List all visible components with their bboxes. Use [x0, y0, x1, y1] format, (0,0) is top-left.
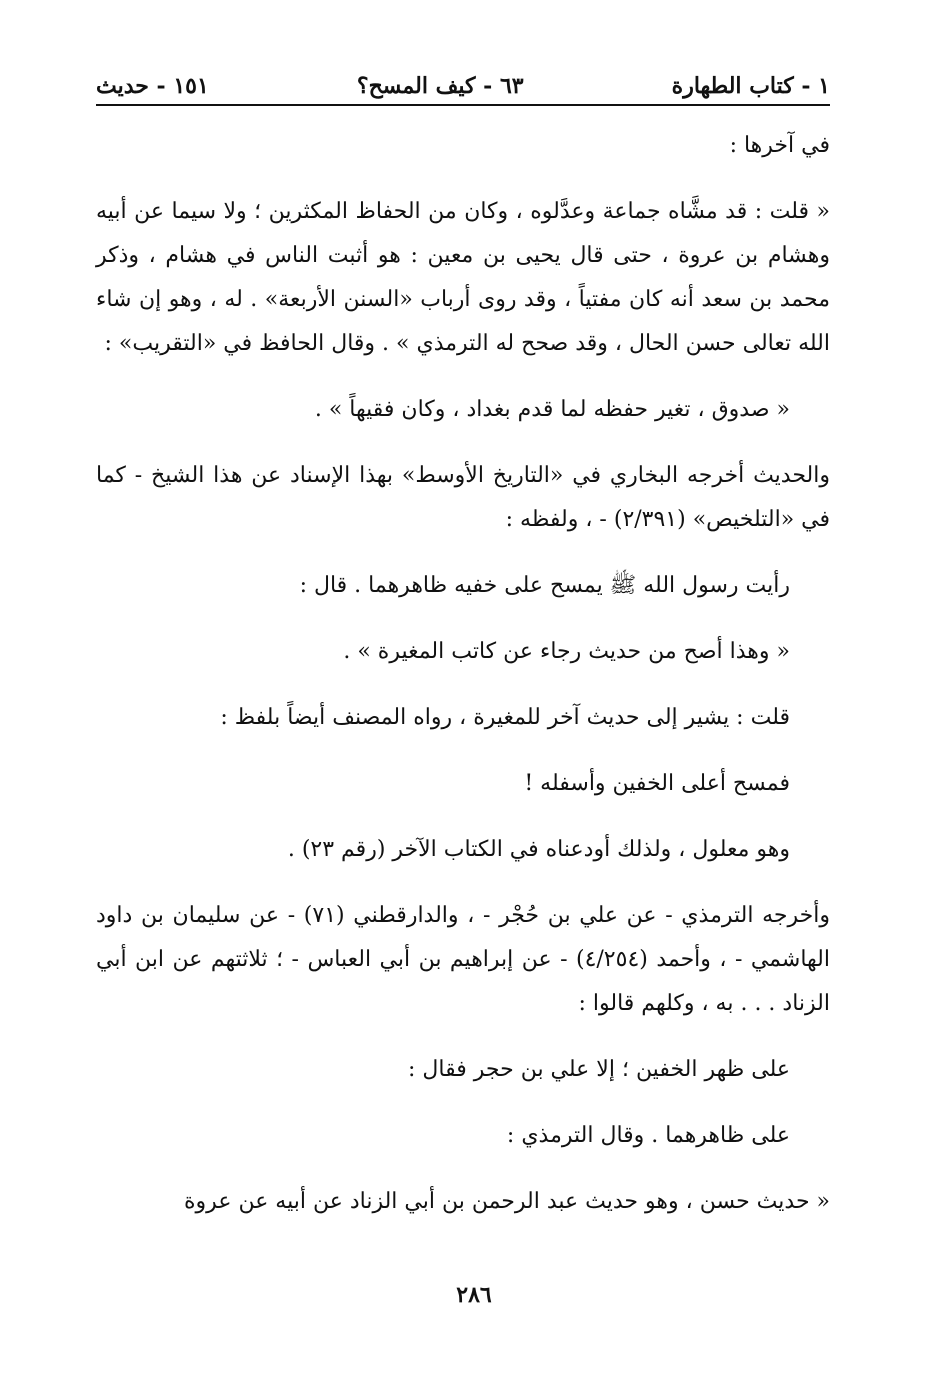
paragraph-bukhari: والحديث أخرجه البخاري في «التاريخ الأوسط» بهذا الإسناد عن هذا الشيخ - كما في «التلخيص» (٢/٣٩١) - ، ولفظه : — [96, 463, 830, 532]
paragraph-wording-1: على ظهر الخفين ؛ إلا علي بن حجر فقال : — [408, 1057, 790, 1082]
header-hadith: ١٥١ - حديث — [96, 73, 209, 99]
paragraph-wording-2: على ظاهرهما . وقال الترمذي : — [506, 1123, 790, 1148]
paragraph-takhrij: وأخرجه الترمذي - عن علي بن حُجْر - ، والدارقطني (٧١) - عن سليمان بن داود الهاشمي - ، وأحمد (٤/٢٥٤) - عن إبراهيم بن أبي العباس - ؛ ثلاثتهم عن ابن أبي الزناد . . . به ، وكلهم قالوا : — [96, 903, 830, 1016]
running-header — [96, 68, 830, 104]
paragraph-hadith-text: رأيت رسول الله ﷺ يمسح على خفيه ظاهرهما . قال : — [299, 573, 790, 598]
paragraph-tirmidhi-quote: « حديث حسن ، وهو حديث عبد الرحمن بن أبي الزناد عن أبيه عن عروة — [184, 1189, 830, 1214]
page-number: ٢٨٦ — [456, 1282, 492, 1308]
header-chapter: ١ - كتاب الطهارة — [671, 73, 830, 99]
paragraph-bukhari-comment: « وهذا أصح من حديث رجاء عن كاتب المغيرة » . — [343, 639, 790, 664]
paragraph-intro: في آخرها : — [729, 133, 830, 158]
paragraph-other-wording: فمسح أعلى الخفين وأسفله ! — [524, 771, 790, 796]
header-section: ٦٣ - كيف المسح؟ — [356, 73, 524, 99]
paragraph-malul: وهو معلول ، ولذلك أودعناه في الكتاب الآخر (رقم ٢٣) . — [287, 837, 790, 862]
paragraph-quote-narrator: « قلت : قد مشَّاه جماعة وعدَّلوه ، وكان من الحفاظ المكثرين ؛ ولا سيما عن أبيه وهشام بن عروة ، حتى قال يحيى بن معين : هو أثبت الناس في هشام ، وذكر محمد بن سعد أنه كان مفتياً ، وقد روى أرباب «السنن الأربعة» . له ، وهو إن شاء الله تعالى حسن الحال ، وقد صحح له الترمذي » . وقال الحافظ في «التقريب» : — [96, 199, 830, 356]
header-rule — [96, 104, 830, 106]
paragraph-note: قلت : يشير إلى حديث آخر للمغيرة ، رواه المصنف أيضاً بلفظ : — [220, 705, 790, 730]
paragraph-taqrib-quote: « صدوق ، تغير حفظه لما قدم بغداد ، وكان فقيهاً » . — [314, 397, 790, 422]
page-body — [96, 124, 830, 1246]
